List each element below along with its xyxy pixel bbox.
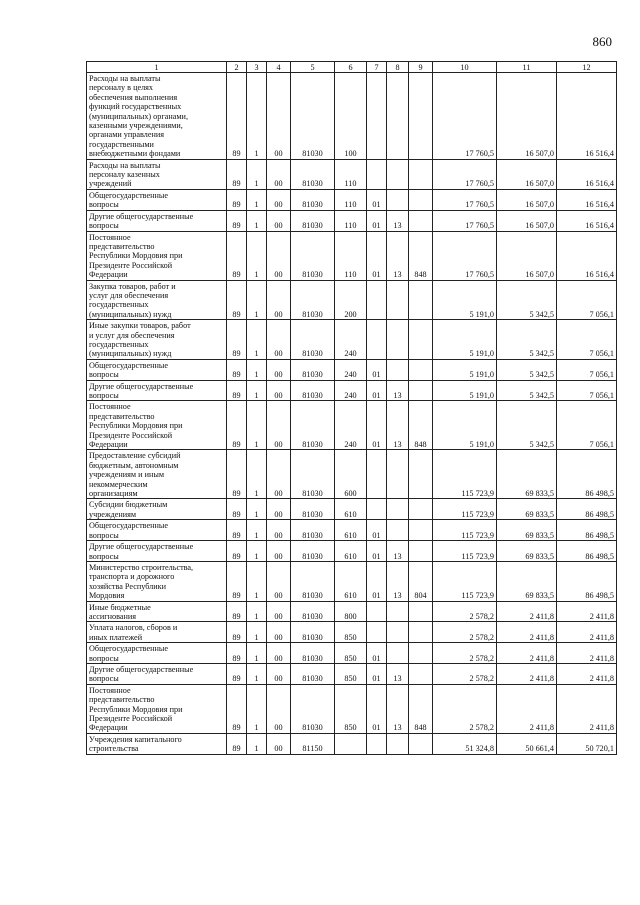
cell-col-6: 850 [335, 622, 367, 643]
column-header: 8 [387, 62, 409, 73]
column-header: 1 [87, 62, 227, 73]
column-header: 9 [409, 62, 433, 73]
cell-col-3: 1 [247, 73, 267, 160]
cell-col-9 [409, 520, 433, 541]
cell-col-2: 89 [227, 499, 247, 520]
cell-col-11: 50 661,4 [497, 733, 557, 754]
cell-col-11: 69 833,5 [497, 561, 557, 601]
cell-col-10: 2 578,2 [433, 684, 497, 733]
cell-col-9 [409, 733, 433, 754]
cell-col-11: 5 342,5 [497, 401, 557, 450]
cell-col-10: 17 760,5 [433, 73, 497, 160]
cell-col-4: 00 [267, 561, 291, 601]
cell-col-6: 100 [335, 73, 367, 160]
cell-col-11: 2 411,8 [497, 601, 557, 622]
row-label: Субсидии бюджетным учреждениям [87, 499, 227, 520]
cell-col-3: 1 [247, 733, 267, 754]
cell-col-3: 1 [247, 541, 267, 562]
table-row [87, 541, 617, 562]
cell-col-8 [387, 601, 409, 622]
cell-col-8 [387, 73, 409, 160]
cell-col-7: 01 [367, 359, 387, 380]
cell-col-12: 7 056,1 [557, 280, 617, 320]
cell-col-9 [409, 210, 433, 231]
cell-col-10: 5 191,0 [433, 320, 497, 360]
cell-col-11: 2 411,8 [497, 643, 557, 664]
column-header: 3 [247, 62, 267, 73]
cell-col-3: 1 [247, 359, 267, 380]
cell-col-5: 81030 [291, 73, 335, 160]
table-body [87, 73, 617, 755]
cell-col-10: 115 723,9 [433, 450, 497, 499]
cell-col-10: 5 191,0 [433, 380, 497, 401]
cell-col-2: 89 [227, 73, 247, 160]
cell-col-4: 00 [267, 380, 291, 401]
table-row [87, 231, 617, 280]
cell-col-3: 1 [247, 380, 267, 401]
cell-col-2: 89 [227, 210, 247, 231]
table-row [87, 380, 617, 401]
cell-col-11: 16 507,0 [497, 73, 557, 160]
cell-col-10: 17 760,5 [433, 231, 497, 280]
cell-col-5: 81030 [291, 601, 335, 622]
cell-col-8 [387, 499, 409, 520]
page-number: 860 [592, 34, 612, 49]
cell-col-2: 89 [227, 733, 247, 754]
cell-col-2: 89 [227, 450, 247, 499]
cell-col-5: 81030 [291, 541, 335, 562]
table-row [87, 733, 617, 754]
cell-col-10: 17 760,5 [433, 189, 497, 210]
cell-col-5: 81030 [291, 663, 335, 684]
table-row [87, 520, 617, 541]
cell-col-5: 81150 [291, 733, 335, 754]
cell-col-7: 01 [367, 643, 387, 664]
cell-col-4: 00 [267, 73, 291, 160]
column-header: 4 [267, 62, 291, 73]
cell-col-6: 200 [335, 280, 367, 320]
cell-col-2: 89 [227, 684, 247, 733]
cell-col-8: 13 [387, 231, 409, 280]
cell-col-8: 13 [387, 210, 409, 231]
cell-col-5: 81030 [291, 401, 335, 450]
cell-col-5: 81030 [291, 499, 335, 520]
cell-col-7: 01 [367, 541, 387, 562]
cell-col-7 [367, 733, 387, 754]
cell-col-4: 00 [267, 733, 291, 754]
cell-col-11: 69 833,5 [497, 450, 557, 499]
cell-col-3: 1 [247, 684, 267, 733]
cell-col-10: 5 191,0 [433, 359, 497, 380]
cell-col-10: 2 578,2 [433, 622, 497, 643]
cell-col-3: 1 [247, 189, 267, 210]
cell-col-7 [367, 280, 387, 320]
cell-col-8 [387, 450, 409, 499]
cell-col-7: 01 [367, 231, 387, 280]
cell-col-9 [409, 450, 433, 499]
cell-col-3: 1 [247, 280, 267, 320]
row-label: Иные бюджетные ассигнования [87, 601, 227, 622]
cell-col-9: 848 [409, 231, 433, 280]
cell-col-11: 5 342,5 [497, 280, 557, 320]
table-row [87, 643, 617, 664]
cell-col-8: 13 [387, 541, 409, 562]
table-row [87, 73, 617, 160]
cell-col-4: 00 [267, 359, 291, 380]
row-label: Министерство строительства, транспорта и дорожного хозяйства Республики Мордовия [87, 561, 227, 601]
row-label: Постоянное представительство Республики Мордовия при Президенте Российской Федерации [87, 401, 227, 450]
cell-col-8: 13 [387, 380, 409, 401]
cell-col-9 [409, 643, 433, 664]
cell-col-11: 69 833,5 [497, 499, 557, 520]
row-label: Другие общегосударственные вопросы [87, 541, 227, 562]
cell-col-7: 01 [367, 189, 387, 210]
cell-col-7: 01 [367, 210, 387, 231]
table-row [87, 499, 617, 520]
cell-col-8 [387, 733, 409, 754]
cell-col-9 [409, 280, 433, 320]
cell-col-4: 00 [267, 159, 291, 189]
cell-col-10: 5 191,0 [433, 280, 497, 320]
cell-col-6: 610 [335, 561, 367, 601]
cell-col-11: 16 507,0 [497, 189, 557, 210]
column-header: 7 [367, 62, 387, 73]
cell-col-12: 7 056,1 [557, 401, 617, 450]
row-label: Расходы на выплаты персоналу казенных учреждений [87, 159, 227, 189]
cell-col-12: 86 498,5 [557, 450, 617, 499]
table-row [87, 359, 617, 380]
cell-col-3: 1 [247, 231, 267, 280]
cell-col-12: 7 056,1 [557, 359, 617, 380]
cell-col-12: 2 411,8 [557, 663, 617, 684]
cell-col-12: 2 411,8 [557, 684, 617, 733]
cell-col-2: 89 [227, 541, 247, 562]
cell-col-9 [409, 601, 433, 622]
cell-col-5: 81030 [291, 189, 335, 210]
cell-col-2: 89 [227, 189, 247, 210]
cell-col-9 [409, 189, 433, 210]
cell-col-6: 610 [335, 541, 367, 562]
cell-col-5: 81030 [291, 231, 335, 280]
cell-col-7: 01 [367, 520, 387, 541]
cell-col-4: 00 [267, 622, 291, 643]
cell-col-3: 1 [247, 643, 267, 664]
row-label: Расходы на выплаты персоналу в целях обеспечения выполнения функций государственных (муниципальных) органами, казенными учреждениями, органами управления государственными внебюджетными фондами [87, 73, 227, 160]
cell-col-2: 89 [227, 622, 247, 643]
cell-col-5: 81030 [291, 561, 335, 601]
cell-col-11: 5 342,5 [497, 380, 557, 401]
cell-col-2: 89 [227, 159, 247, 189]
cell-col-9 [409, 359, 433, 380]
cell-col-10: 17 760,5 [433, 210, 497, 231]
cell-col-5: 81030 [291, 520, 335, 541]
row-label: Постоянное представительство Республики Мордовия при Президенте Российской Федерации [87, 684, 227, 733]
cell-col-6: 850 [335, 684, 367, 733]
cell-col-2: 89 [227, 601, 247, 622]
cell-col-4: 00 [267, 663, 291, 684]
row-label: Другие общегосударственные вопросы [87, 210, 227, 231]
cell-col-5: 81030 [291, 359, 335, 380]
cell-col-10: 115 723,9 [433, 520, 497, 541]
cell-col-6: 600 [335, 450, 367, 499]
row-label: Другие общегосударственные вопросы [87, 380, 227, 401]
column-header: 12 [557, 62, 617, 73]
cell-col-2: 89 [227, 280, 247, 320]
cell-col-7: 01 [367, 663, 387, 684]
cell-col-4: 00 [267, 231, 291, 280]
cell-col-4: 00 [267, 601, 291, 622]
cell-col-6: 110 [335, 231, 367, 280]
cell-col-5: 81030 [291, 159, 335, 189]
cell-col-6: 110 [335, 159, 367, 189]
cell-col-4: 00 [267, 450, 291, 499]
cell-col-8 [387, 320, 409, 360]
column-header: 10 [433, 62, 497, 73]
cell-col-8 [387, 159, 409, 189]
cell-col-2: 89 [227, 561, 247, 601]
cell-col-6: 850 [335, 643, 367, 664]
cell-col-12: 16 516,4 [557, 231, 617, 280]
cell-col-4: 00 [267, 401, 291, 450]
table-row [87, 280, 617, 320]
row-label: Другие общегосударственные вопросы [87, 663, 227, 684]
cell-col-5: 81030 [291, 450, 335, 499]
cell-col-7 [367, 622, 387, 643]
cell-col-6: 610 [335, 499, 367, 520]
column-header: 5 [291, 62, 335, 73]
cell-col-11: 5 342,5 [497, 320, 557, 360]
cell-col-10: 5 191,0 [433, 401, 497, 450]
row-label: Иные закупки товаров, работ и услуг для обеспечения государственных (муниципальных) нужд [87, 320, 227, 360]
cell-col-12: 16 516,4 [557, 210, 617, 231]
cell-col-2: 89 [227, 643, 247, 664]
cell-col-11: 69 833,5 [497, 520, 557, 541]
cell-col-4: 00 [267, 189, 291, 210]
cell-col-8 [387, 622, 409, 643]
table-row [87, 601, 617, 622]
cell-col-3: 1 [247, 663, 267, 684]
cell-col-9 [409, 541, 433, 562]
cell-col-2: 89 [227, 380, 247, 401]
cell-col-11: 5 342,5 [497, 359, 557, 380]
cell-col-10: 115 723,9 [433, 541, 497, 562]
cell-col-4: 00 [267, 684, 291, 733]
cell-col-3: 1 [247, 159, 267, 189]
cell-col-9: 848 [409, 401, 433, 450]
cell-col-7 [367, 73, 387, 160]
column-header: 11 [497, 62, 557, 73]
table-row [87, 450, 617, 499]
header-row [87, 62, 617, 73]
cell-col-5: 81030 [291, 320, 335, 360]
cell-col-4: 00 [267, 643, 291, 664]
table-row [87, 561, 617, 601]
cell-col-6 [335, 733, 367, 754]
cell-col-8: 13 [387, 561, 409, 601]
row-label: Общегосударственные вопросы [87, 643, 227, 664]
cell-col-8: 13 [387, 401, 409, 450]
cell-col-12: 16 516,4 [557, 73, 617, 160]
cell-col-6: 110 [335, 210, 367, 231]
cell-col-2: 89 [227, 320, 247, 360]
table-row [87, 622, 617, 643]
cell-col-5: 81030 [291, 684, 335, 733]
cell-col-5: 81030 [291, 643, 335, 664]
cell-col-8 [387, 359, 409, 380]
cell-col-6: 800 [335, 601, 367, 622]
row-label: Учреждения капитального строительства [87, 733, 227, 754]
cell-col-10: 51 324,8 [433, 733, 497, 754]
cell-col-8: 13 [387, 684, 409, 733]
cell-col-12: 86 498,5 [557, 520, 617, 541]
cell-col-12: 50 720,1 [557, 733, 617, 754]
cell-col-8 [387, 189, 409, 210]
cell-col-12: 16 516,4 [557, 189, 617, 210]
cell-col-6: 240 [335, 320, 367, 360]
cell-col-2: 89 [227, 401, 247, 450]
cell-col-11: 16 507,0 [497, 231, 557, 280]
cell-col-12: 86 498,5 [557, 499, 617, 520]
cell-col-7 [367, 601, 387, 622]
cell-col-10: 2 578,2 [433, 663, 497, 684]
cell-col-12: 7 056,1 [557, 380, 617, 401]
table-row [87, 159, 617, 189]
cell-col-12: 2 411,8 [557, 601, 617, 622]
cell-col-6: 610 [335, 520, 367, 541]
table-row [87, 189, 617, 210]
cell-col-8 [387, 643, 409, 664]
cell-col-3: 1 [247, 601, 267, 622]
cell-col-9 [409, 622, 433, 643]
table-row [87, 684, 617, 733]
cell-col-7 [367, 499, 387, 520]
cell-col-11: 2 411,8 [497, 663, 557, 684]
cell-col-2: 89 [227, 231, 247, 280]
cell-col-10: 17 760,5 [433, 159, 497, 189]
cell-col-9: 804 [409, 561, 433, 601]
cell-col-7: 01 [367, 684, 387, 733]
column-header: 6 [335, 62, 367, 73]
cell-col-6: 240 [335, 401, 367, 450]
cell-col-7: 01 [367, 401, 387, 450]
cell-col-3: 1 [247, 210, 267, 231]
table-row [87, 320, 617, 360]
cell-col-7: 01 [367, 380, 387, 401]
cell-col-12: 7 056,1 [557, 320, 617, 360]
cell-col-3: 1 [247, 520, 267, 541]
row-label: Закупка товаров, работ и услуг для обеспечения государственных (муниципальных) нужд [87, 280, 227, 320]
cell-col-3: 1 [247, 450, 267, 499]
cell-col-4: 00 [267, 520, 291, 541]
cell-col-3: 1 [247, 320, 267, 360]
cell-col-5: 81030 [291, 210, 335, 231]
cell-col-8 [387, 520, 409, 541]
cell-col-5: 81030 [291, 280, 335, 320]
cell-col-11: 2 411,8 [497, 684, 557, 733]
cell-col-5: 81030 [291, 380, 335, 401]
cell-col-3: 1 [247, 401, 267, 450]
cell-col-6: 110 [335, 189, 367, 210]
column-header: 2 [227, 62, 247, 73]
cell-col-9 [409, 73, 433, 160]
cell-col-6: 240 [335, 359, 367, 380]
cell-col-5: 81030 [291, 622, 335, 643]
cell-col-9 [409, 159, 433, 189]
cell-col-10: 2 578,2 [433, 601, 497, 622]
cell-col-9 [409, 320, 433, 360]
cell-col-11: 16 507,0 [497, 210, 557, 231]
cell-col-12: 16 516,4 [557, 159, 617, 189]
cell-col-9 [409, 663, 433, 684]
cell-col-4: 00 [267, 320, 291, 360]
cell-col-4: 00 [267, 280, 291, 320]
cell-col-2: 89 [227, 359, 247, 380]
row-label: Общегосударственные вопросы [87, 520, 227, 541]
table-row [87, 663, 617, 684]
cell-col-6: 850 [335, 663, 367, 684]
cell-col-7 [367, 320, 387, 360]
cell-col-12: 2 411,8 [557, 643, 617, 664]
cell-col-9 [409, 499, 433, 520]
cell-col-11: 16 507,0 [497, 159, 557, 189]
cell-col-10: 115 723,9 [433, 561, 497, 601]
cell-col-10: 115 723,9 [433, 499, 497, 520]
cell-col-8 [387, 280, 409, 320]
cell-col-8: 13 [387, 663, 409, 684]
cell-col-2: 89 [227, 520, 247, 541]
cell-col-3: 1 [247, 622, 267, 643]
cell-col-12: 86 498,5 [557, 541, 617, 562]
cell-col-9: 848 [409, 684, 433, 733]
cell-col-9 [409, 380, 433, 401]
cell-col-12: 2 411,8 [557, 622, 617, 643]
table-row [87, 210, 617, 231]
row-label: Предоставление субсидий бюджетным, автономным учреждениям и иным некоммерческим организациям [87, 450, 227, 499]
cell-col-3: 1 [247, 499, 267, 520]
cell-col-7 [367, 159, 387, 189]
cell-col-11: 69 833,5 [497, 541, 557, 562]
cell-col-11: 2 411,8 [497, 622, 557, 643]
cell-col-7: 01 [367, 561, 387, 601]
cell-col-12: 86 498,5 [557, 561, 617, 601]
cell-col-4: 00 [267, 541, 291, 562]
cell-col-4: 00 [267, 499, 291, 520]
row-label: Общегосударственные вопросы [87, 359, 227, 380]
cell-col-4: 00 [267, 210, 291, 231]
row-label: Общегосударственные вопросы [87, 189, 227, 210]
cell-col-6: 240 [335, 380, 367, 401]
table-row [87, 401, 617, 450]
row-label: Уплата налогов, сборов и иных платежей [87, 622, 227, 643]
cell-col-10: 2 578,2 [433, 643, 497, 664]
cell-col-3: 1 [247, 561, 267, 601]
cell-col-7 [367, 450, 387, 499]
cell-col-2: 89 [227, 663, 247, 684]
row-label: Постоянное представительство Республики Мордовия при Президенте Российской Федерации [87, 231, 227, 280]
budget-table [86, 61, 617, 755]
